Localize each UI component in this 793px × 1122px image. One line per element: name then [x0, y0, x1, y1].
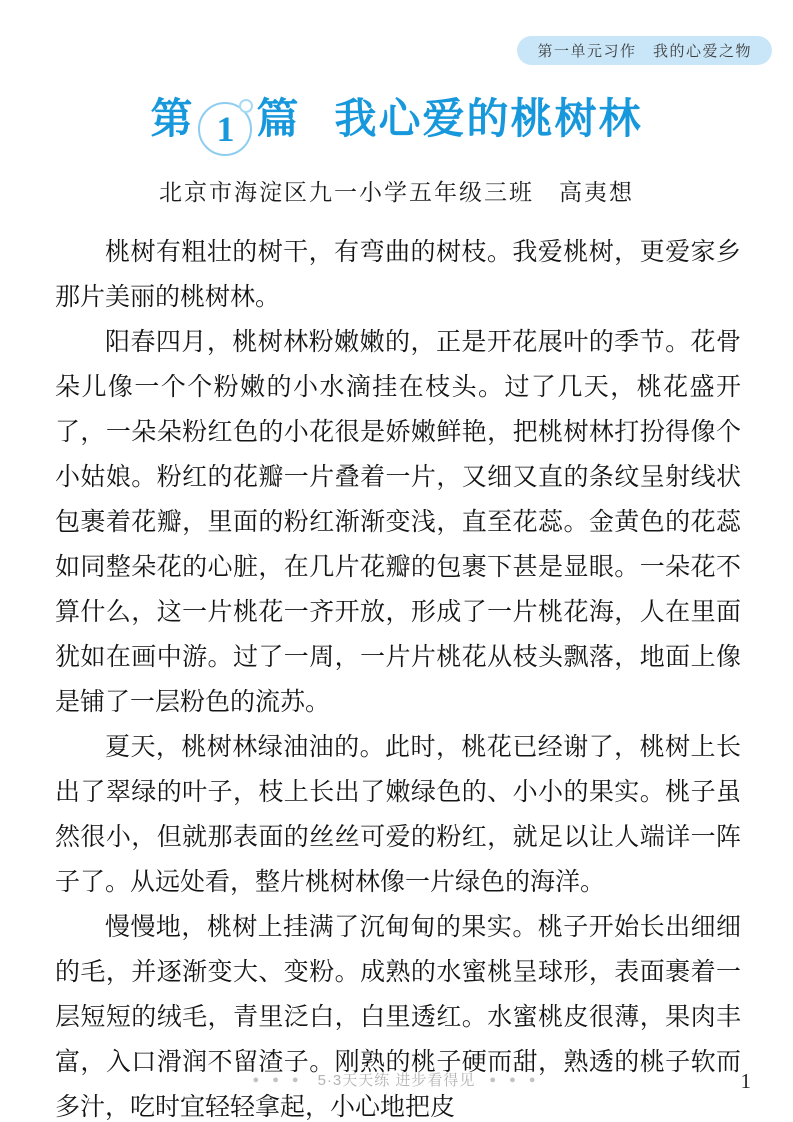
footer-brand-text: 5·3天天练 进步看得见 [317, 1072, 476, 1089]
essay-title-row [0, 86, 793, 156]
footer-dots-right: ● ● ● [489, 1074, 541, 1086]
paragraph-2: 阳春四月，桃树林粉嫩嫩的，正是开花展叶的季节。花骨朵儿像一个个粉嫩的小水滴挂在枝头。过了几天，桃花盛开了，一朵朵粉红色的小花很是娇嫩鲜艳，把桃树林打扮得像个小姑娘。粉红的花瓣一片叠着一片，又细又直的条纹呈射线状包裹着花瓣，里面的粉红渐渐变浅，直至花蕊。金黄色的花蕊如同整朵花的心脏，在几片花瓣的包裹下甚是显眼。一朵花不算什么，这一片桃花一齐开放，形成了一片桃花海，人在里面犹如在画中游。过了一周，一片片桃花从枝头飘落，地面上像是铺了一层粉色的流苏。 [55, 329, 741, 716]
page-number: 1 [740, 1069, 751, 1093]
footer-brand [0, 1069, 793, 1090]
author-byline: 北京市海淀区九一小学五年级三班 高夷想 [159, 180, 634, 205]
circled-number: 1 [198, 102, 252, 156]
unit-header-badge: 第一单元习作 我的心爱之物 [517, 36, 772, 65]
paragraph-4: 慢慢地，桃树上挂满了沉甸甸的果实。桃子开始长出细细的毛，并逐渐变大、变粉。成熟的水蜜桃呈球形，表面裹着一层短短的绒毛，青里泛白，白里透红。水蜜桃皮很薄，果肉丰富，入口滑润不留渣子。刚熟的桃子硬而甜，熟透的桃子软而多汁，吃时宜轻轻拿起，小心地把皮 [55, 914, 741, 1121]
paragraph-1: 桃树有粗壮的树干，有弯曲的树枝。我爱桃树，更爱家乡那片美丽的桃树林。 [55, 239, 741, 311]
title-suffix: 篇 [256, 97, 301, 143]
essay-title: 我心爱的桃树林 [334, 97, 643, 143]
essay-body [55, 230, 741, 1122]
footer-dots-left: ● ● ● [252, 1074, 304, 1086]
paragraph-3: 夏天，桃树林绿油油的。此时，桃花已经谢了，桃树上长出了翠绿的叶子，枝上长出了嫩绿色的、小小的果实。桃子虽然很小，但就那表面的丝丝可爱的粉红，就足以让人端详一阵子了。从远处看，整片桃树林像一片绿色的海洋。 [55, 734, 741, 896]
title-prefix: 第 [150, 97, 195, 143]
